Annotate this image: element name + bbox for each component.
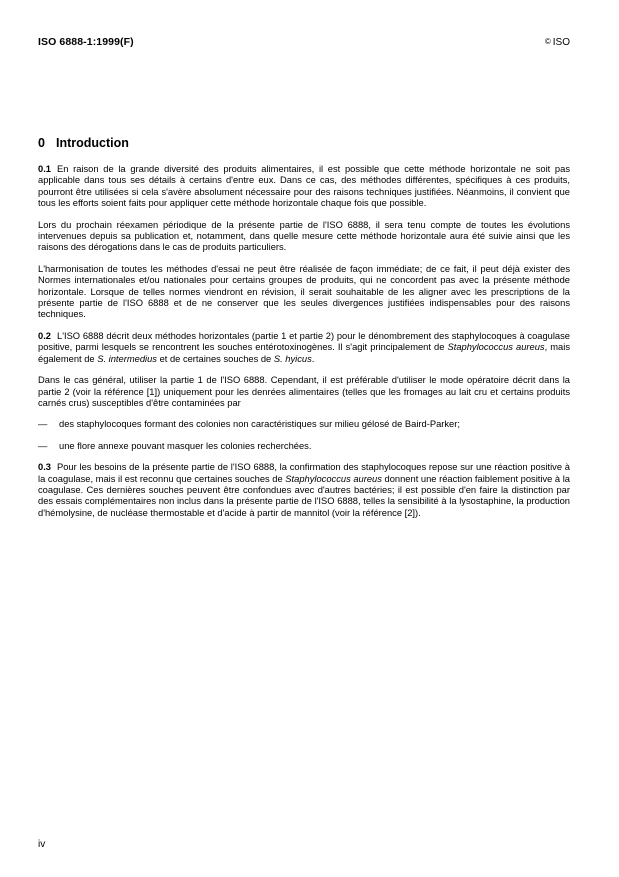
document-id: ISO 6888-1:1999(F) [38, 36, 134, 48]
paragraph-harmonisation [38, 264, 570, 321]
species-name: Staphylococcus aureus [285, 473, 382, 484]
paragraph-text: donnent une réaction faiblement positive à la coagulase. Ces dernières souches peuvent être confondues avec d'autres bactéries; il est possible d'en faire la distinction par des essais complémentaires non inclus dans la présente partie de l'ISO 6888, telles la sensibilité à la lysostaphine, la production d'hémolysine, de nucléase thermostable et d'acide à partir de mannitol (voir la référence [2]). [38, 473, 570, 518]
list-item-text: des staphylocoques formant des colonies non caractéristiques sur milieu gélosé de Baird-Parker; [59, 419, 460, 430]
list-item-text: une flore annexe pouvant masquer les colonies recherchées. [59, 440, 312, 451]
paragraph-text: L'harmonisation de toutes les méthodes d'essai ne peut être réalisée de façon immédiate; de ce fait, il peut déjà exister des Normes internationales et/ou nationales pour certains groupes de produits, qui ne concordent pas avec la présente méthode horizontale. Lorsque de telles normes viendront en révision, il serait souhaitable de les aligner avec les prescriptions de la présente partie de l'ISO 6888 et de ne conserver que les seules divergences justifiées indispensables pour des raisons techniques. [38, 263, 570, 320]
paragraph-0-2 [38, 331, 570, 365]
section-title: Introduction [56, 136, 129, 150]
copyright-symbol: © [544, 37, 551, 46]
list-dash: — [38, 419, 48, 430]
list-dash: — [38, 440, 48, 451]
section-number: 0 [38, 136, 45, 150]
document-body [38, 164, 570, 529]
paragraph-text: . [311, 353, 315, 364]
paragraph-general-case [38, 375, 570, 409]
page-number: iv [38, 839, 46, 850]
paragraph-number: 0.2 [38, 330, 51, 341]
species-name: S. hyicus [273, 353, 312, 364]
paragraph-text: Dans le cas général, utiliser la partie 1 de l'ISO 6888. Cependant, il est préférable d'utiliser le mode opératoire décrit dans la partie 2 (voir la référence [1]) uniquement pour les denrées alimentaires (telles que les fromages au lait cru et certains produits carnés crus) susceptibles d'être contaminées par [38, 375, 570, 408]
copyright-notice [545, 37, 570, 48]
copyright-org: ISO [552, 37, 570, 48]
paragraph-text: L'ISO 6888 décrit deux méthodes horizontales (partie 1 et partie 2) pour le dénombrement des staphylocoques à coagulase positive, parmi lesquels se rencontrent les souches entérotoxinogènes. Il s'agit principalement de [38, 330, 570, 353]
section-heading [38, 136, 129, 150]
paragraph-text: Pour les besoins de la présente partie de l'ISO 6888, la confirmation des staphylocoques repose sur une réaction positive à la coagulase, mais il est reconnu que certaines souches de [38, 462, 570, 484]
paragraph-text: En raison de la grande diversité des produits alimentaires, il est possible que cette méthode horizontale ne soit pas applicable dans tous ses détails à certains d'entre eux. Dans ce cas, des méthodes différentes, spécifiques à ces produits, pourront être utilisées si cela s'avère absolument nécessaire pour des raisons techniques justifiées. Néanmoins, il convient que tous les efforts soient faits pour appliquer cette méthode horizontale chaque fois que possible. [38, 164, 570, 209]
paragraph-number: 0.3 [38, 462, 51, 473]
list-item [38, 441, 570, 452]
paragraph-0-3 [38, 462, 570, 519]
paragraph-0-1 [38, 164, 570, 210]
paragraph-text: et de certaines souches de [156, 353, 274, 364]
species-name: S. intermedius [97, 353, 157, 364]
paragraph-text: , mais également de [38, 342, 571, 364]
paragraph-number: 0.1 [38, 164, 51, 174]
paragraph-text: Lors du prochain réexamen périodique de la présente partie de l'ISO 6888, il sera tenu compte de toutes les évolutions intervenues depuis sa publication et, notamment, dans quelle mesure cette méthode horizontale aura été suivie ainsi que les raisons des dérogations dans le cas de produits particuliers. [38, 219, 570, 253]
species-name: Staphylococcus aureus [447, 342, 545, 353]
paragraph-revision [38, 220, 570, 254]
list-item [38, 419, 570, 430]
